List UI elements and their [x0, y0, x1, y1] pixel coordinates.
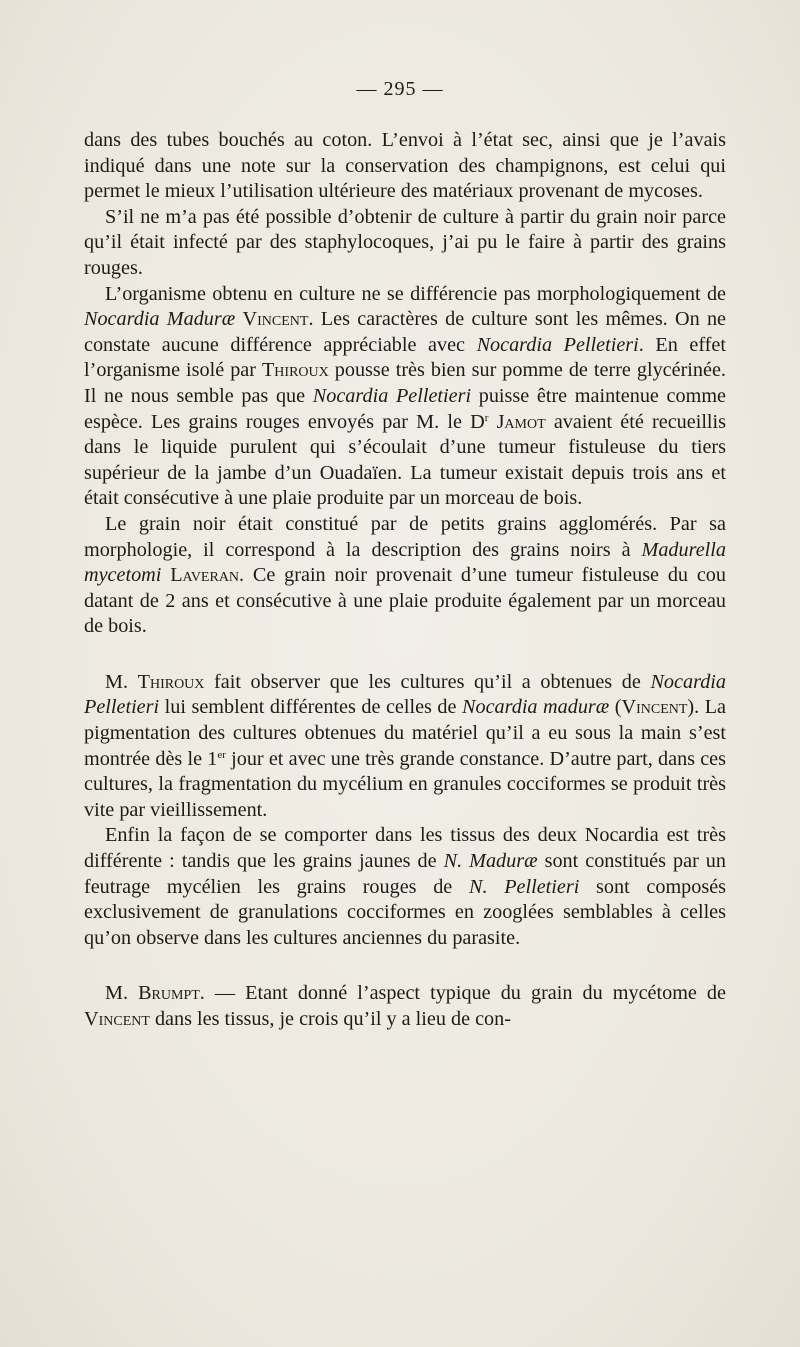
- text-run: dans des tubes bouchés au coton. L’envoi à l’état sec, ainsi que je l’avais indiqué dans une note sur la conservation des champignons, est celui qui permet le mieux l’utilisation ultérieure des matériaux provenant de mycoses.: [84, 129, 726, 203]
- text-run: L’organisme obtenu en culture ne se différencie pas morphologiquement de: [105, 282, 726, 305]
- author-name: Vincent: [84, 1008, 150, 1030]
- text-run: puisse être maintenue comme espèce. Les grains rouges envoyés par M. le D: [84, 384, 726, 433]
- text-run: . En effet l’organisme isolé par: [84, 333, 726, 382]
- text-run: sont composés exclusivement de granulations cocciformes en zooglées semblables à celles qu’on observe dans les cultures anciennes du parasite.: [84, 875, 727, 949]
- text-run: fait observer que les cultures qu’il a obtenues de: [204, 670, 651, 693]
- italic-term: Nocardia Maduræ: [84, 308, 236, 331]
- paragraph: [84, 282, 726, 512]
- page-number: — 295 —: [356, 78, 444, 100]
- text-run: ). La pigmentation des cultures obtenues du matériel qu’il a eu sous la main s’est montrée dès le 1: [84, 696, 726, 770]
- text-run: M.: [105, 982, 139, 1005]
- section-gap: [84, 951, 726, 981]
- italic-term: Nocardia maduræ: [462, 696, 610, 719]
- paragraph: [84, 823, 726, 951]
- paragraph: [84, 981, 726, 1032]
- text-run: S’il ne m’a pas été possible d’obtenir de culture à partir du grain noir parce qu’il était infecté par des staphylocoques, j’ai pu le faire à partir des grains rouges.: [84, 205, 726, 279]
- text-run: Le grain noir était constitué par de petits grains agglomérés. Par sa morphologie, il correspond à la description des grains noirs à: [84, 512, 726, 561]
- author-name: Vincent: [242, 308, 309, 331]
- author-name: Jamot: [496, 410, 546, 433]
- text-run: jour et avec une très grande constance. D’autre part, dans ces cultures, la fragmentation du mycélium en granules cocciformes se produit très vite par vieillissement.: [84, 747, 727, 821]
- paragraph: [84, 512, 726, 640]
- text-run: . Les caractères de culture sont les mêmes. On ne constate aucune différence appréciable avec: [84, 308, 727, 356]
- superscript: er: [217, 748, 226, 761]
- author-name: Thiroux: [261, 359, 329, 382]
- italic-term: Nocardia Pelletieri: [312, 384, 472, 407]
- author-name: Vincent: [621, 696, 688, 719]
- author-name: Thiroux: [137, 670, 205, 693]
- paragraph: [84, 670, 726, 824]
- italic-term: Nocardia Pelletieri: [476, 333, 639, 356]
- paragraph: [84, 205, 726, 282]
- text-run: [488, 411, 496, 433]
- text-run: . Ce grain noir provenait d’une tumeur fistuleuse du cou datant de 2 ans et consécutive à une plaie produite également par un morceau de bois.: [84, 564, 726, 638]
- italic-term: N. Maduræ: [443, 850, 538, 873]
- body-text: [84, 128, 726, 1033]
- section-gap: [84, 640, 726, 670]
- text-run: avaient été recueillis dans le liquide purulent qui s’écoulait d’une tumeur fistuleuse du tiers supérieur de la jambe d’un Ouadaïen. La tumeur existait depuis trois ans et était consécutive à une plaie produite par un morceau de bois.: [84, 410, 726, 510]
- author-name: Laveran: [170, 564, 240, 587]
- superscript: r: [484, 411, 489, 424]
- italic-term: Madurella mycetomi: [84, 538, 726, 587]
- paragraph: [84, 128, 726, 205]
- text-run: M.: [105, 670, 138, 693]
- text-run: dans les tissus, je crois qu’il y a lieu de con-: [149, 1008, 511, 1030]
- text-run: (: [609, 696, 622, 719]
- text-run: [161, 564, 170, 586]
- text-run: . — Etant donné l’aspect typique du grain du mycétome de: [199, 982, 726, 1005]
- italic-term: N. Pelletieri: [468, 875, 580, 898]
- text-run: pousse très bien sur pomme de terre glycérinée. Il ne nous semble pas que: [84, 359, 726, 407]
- text-run: sont constitués par un feutrage mycélien les grains rouges de: [84, 850, 726, 898]
- text-run: [235, 308, 242, 330]
- text-run: Enfin la façon de se comporter dans les tissus des deux Nocardia est très différente : tandis que les grains jaunes de: [84, 824, 726, 873]
- text-run: lui semblent différentes de celles de: [159, 696, 463, 719]
- author-name: Brumpt: [138, 982, 200, 1005]
- italic-term: Nocardia Pelletieri: [84, 670, 726, 719]
